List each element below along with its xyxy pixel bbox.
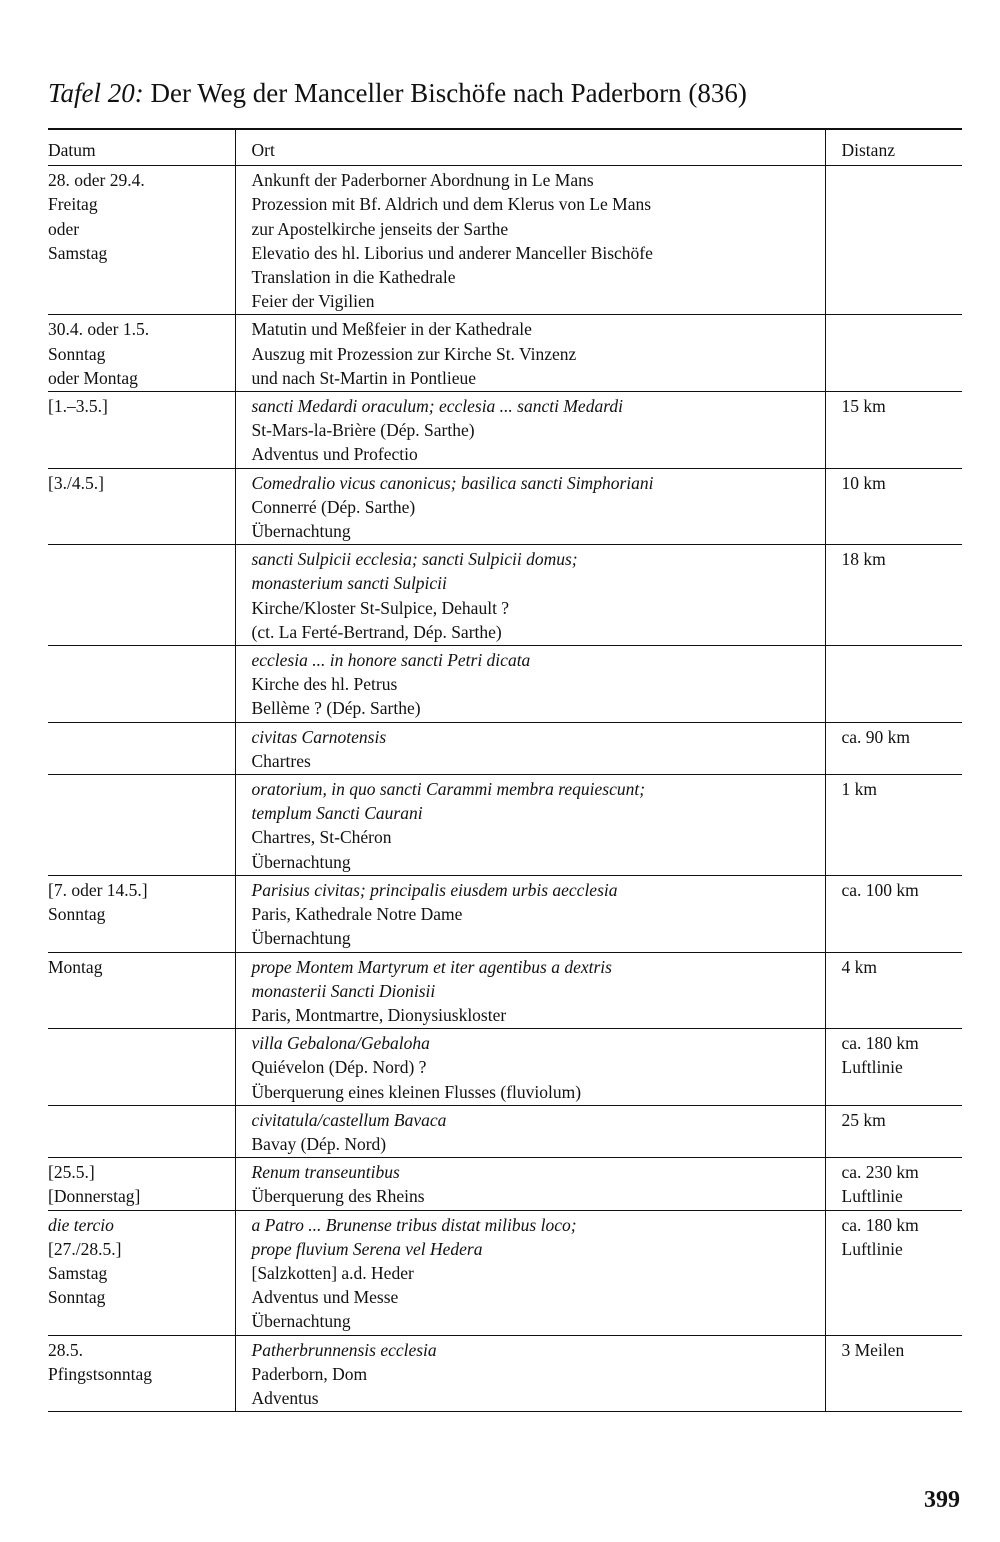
ort-line: Übernachtung [251, 521, 351, 542]
datum-line: die tercio [48, 1214, 114, 1235]
table-body [48, 166, 962, 1412]
datum-line: Samstag [48, 1262, 108, 1283]
ort-line: Renum transeuntibus [251, 1162, 400, 1183]
table-row [48, 545, 962, 646]
ort-line: Patherbrunnensis ecclesia [251, 1339, 437, 1360]
ort-line: Übernachtung [251, 1311, 351, 1332]
datum-cell [48, 775, 235, 876]
table-row [48, 315, 962, 392]
distanz-line: 18 km [841, 549, 886, 570]
datum-line: oder Montag [48, 367, 138, 388]
ort-line: monasterii Sancti Dionisii [251, 980, 436, 1001]
datum-line: 28.5. [48, 1339, 83, 1360]
ort-line: Kirche des hl. Petrus [251, 674, 398, 695]
table-row [48, 1335, 962, 1412]
datum-line: oder [48, 218, 80, 239]
distanz-cell [825, 545, 962, 646]
ort-line: Prozession mit Bf. Aldrich und dem Klerus von Le Mans [251, 194, 652, 215]
distanz-line: Luftlinie [841, 1186, 903, 1207]
ort-cell [235, 775, 825, 876]
ort-cell [235, 722, 825, 774]
table-row [48, 1029, 962, 1106]
ort-line: Translation in die Kathedrale [251, 267, 456, 288]
datum-cell [48, 1029, 235, 1106]
ort-line: ecclesia ... in honore sancti Petri dicata [251, 650, 531, 671]
table-row [48, 1210, 962, 1335]
ort-line: Adventus und Messe [251, 1287, 399, 1308]
ort-cell [235, 646, 825, 723]
ort-line: Kirche/Kloster St-Sulpice, Dehault ? [251, 597, 510, 618]
ort-line: Comedralio vicus canonicus; basilica sancti Simphoriani [251, 472, 654, 493]
distanz-cell [825, 1105, 962, 1157]
ort-line: prope Montem Martyrum et iter agentibus a dextris [251, 956, 612, 977]
header-datum: Datum [48, 129, 235, 166]
distanz-line: ca. 180 km [841, 1214, 919, 1235]
ort-line: Paris, Kathedrale Notre Dame [251, 904, 463, 925]
distanz-line: ca. 90 km [841, 726, 911, 747]
distanz-cell [825, 952, 962, 1029]
ort-line: Paris, Montmartre, Dionysiuskloster [251, 1004, 507, 1025]
ort-line: civitas Carnotensis [251, 726, 387, 747]
ort-cell [235, 952, 825, 1029]
ort-cell [235, 875, 825, 952]
ort-line: [Salzkotten] a.d. Heder [251, 1262, 414, 1283]
distanz-line: 1 km [841, 779, 877, 800]
ort-line: Adventus [251, 1387, 319, 1408]
datum-cell [48, 1105, 235, 1157]
header-ort: Ort [235, 129, 825, 166]
ort-line: templum Sancti Caurani [251, 803, 423, 824]
ort-line: und nach St-Martin in Pontlieue [251, 367, 477, 388]
ort-line: Matutin und Meßfeier in der Kathedrale [251, 319, 532, 340]
distanz-cell [825, 468, 962, 545]
distanz-line: Luftlinie [841, 1057, 903, 1078]
ort-line: (ct. La Ferté-Bertrand, Dép. Sarthe) [251, 621, 502, 642]
distanz-cell [825, 646, 962, 723]
ort-line: Auszug mit Prozession zur Kirche St. Vinzenz [251, 343, 577, 364]
distanz-cell [825, 1029, 962, 1106]
datum-cell [48, 646, 235, 723]
table-title-text: Der Weg der Manceller Bischöfe nach Paderborn (836) [143, 78, 747, 108]
datum-line: Sonntag [48, 904, 106, 925]
ort-cell [235, 1335, 825, 1412]
ort-cell [235, 1158, 825, 1210]
datum-cell [48, 166, 235, 315]
datum-line: [Donnerstag] [48, 1186, 141, 1207]
ort-line: Überquerung des Rheins [251, 1186, 425, 1207]
datum-line: 28. oder 29.4. [48, 170, 145, 191]
table-row [48, 468, 962, 545]
datum-line: [1.–3.5.] [48, 396, 108, 417]
table-row [48, 1158, 962, 1210]
ort-line: Ankunft der Paderborner Abordnung in Le Mans [251, 170, 594, 191]
distanz-cell [825, 1210, 962, 1335]
datum-line: Samstag [48, 242, 108, 263]
table-row [48, 1105, 962, 1157]
ort-line: Chartres [251, 750, 311, 771]
datum-cell [48, 1158, 235, 1210]
distanz-cell [825, 1335, 962, 1412]
distanz-line: 15 km [841, 396, 886, 417]
distanz-line: ca. 230 km [841, 1162, 919, 1183]
ort-line: Überquerung eines kleinen Flusses (fluviolum) [251, 1081, 582, 1102]
ort-line: Feier der Vigilien [251, 291, 375, 312]
ort-line: Übernachtung [251, 928, 351, 949]
table-row [48, 646, 962, 723]
ort-line: Bellème ? (Dép. Sarthe) [251, 698, 421, 719]
distanz-line: 10 km [841, 472, 886, 493]
ort-cell [235, 166, 825, 315]
ort-cell [235, 1210, 825, 1335]
ort-line: a Patro ... Brunense tribus distat milibus loco; [251, 1214, 577, 1235]
ort-line: Adventus und Profectio [251, 444, 418, 465]
ort-cell [235, 392, 825, 469]
ort-line: civitatula/castellum Bavaca [251, 1109, 447, 1130]
ort-line: zur Apostelkirche jenseits der Sarthe [251, 218, 509, 239]
ort-line: Quiévelon (Dép. Nord) ? [251, 1057, 427, 1078]
distanz-line: 4 km [841, 956, 877, 977]
distanz-line: Luftlinie [841, 1238, 903, 1259]
route-table [48, 128, 962, 1412]
table-row [48, 392, 962, 469]
ort-cell [235, 1105, 825, 1157]
datum-line: [3./4.5.] [48, 472, 104, 493]
header-row [48, 129, 962, 166]
datum-line: Montag [48, 956, 103, 977]
distanz-cell [825, 722, 962, 774]
distanz-line: 3 Meilen [841, 1339, 905, 1360]
ort-cell [235, 545, 825, 646]
ort-line: villa Gebalona/Gebaloha [251, 1033, 430, 1054]
datum-cell [48, 545, 235, 646]
datum-line: [25.5.] [48, 1162, 95, 1183]
datum-line: Sonntag [48, 343, 106, 364]
header-distanz: Distanz [825, 129, 962, 166]
datum-cell [48, 952, 235, 1029]
ort-line: sancti Sulpicii ecclesia; sancti Sulpicii domus; [251, 549, 578, 570]
datum-cell [48, 315, 235, 392]
ort-line: Übernachtung [251, 851, 351, 872]
ort-line: Bavay (Dép. Nord) [251, 1133, 387, 1154]
table-row [48, 952, 962, 1029]
datum-cell [48, 392, 235, 469]
distanz-cell [825, 775, 962, 876]
datum-cell [48, 468, 235, 545]
table-title [48, 78, 747, 109]
datum-line: [27./28.5.] [48, 1238, 122, 1259]
ort-line: Parisius civitas; principalis eiusdem urbis aecclesia [251, 879, 618, 900]
distanz-cell [825, 166, 962, 315]
ort-line: Elevatio des hl. Liborius und anderer Manceller Bischöfe [251, 242, 653, 263]
datum-cell [48, 722, 235, 774]
ort-cell [235, 315, 825, 392]
distanz-cell [825, 392, 962, 469]
table-title-label: Tafel 20: [48, 78, 144, 108]
datum-line: [7. oder 14.5.] [48, 879, 148, 900]
datum-cell [48, 1210, 235, 1335]
ort-line: Paderborn, Dom [251, 1363, 368, 1384]
ort-cell [235, 1029, 825, 1106]
datum-line: 30.4. oder 1.5. [48, 319, 150, 340]
distanz-cell [825, 315, 962, 392]
datum-cell [48, 875, 235, 952]
ort-line: Chartres, St-Chéron [251, 827, 392, 848]
distanz-cell [825, 1158, 962, 1210]
distanz-line: 25 km [841, 1109, 886, 1130]
table-row [48, 722, 962, 774]
ort-line: oratorium, in quo sancti Carammi membra requiescunt; [251, 779, 646, 800]
ort-line: Connerré (Dép. Sarthe) [251, 496, 416, 517]
datum-cell [48, 1335, 235, 1412]
datum-line: Sonntag [48, 1287, 106, 1308]
ort-line: monasterium sancti Sulpicii [251, 573, 447, 594]
ort-line: sancti Medardi oraculum; ecclesia ... sancti Medardi [251, 396, 623, 417]
distanz-line: ca. 100 km [841, 879, 919, 900]
page-number: 399 [924, 1487, 960, 1513]
ort-line: prope fluvium Serena vel Hedera [251, 1238, 483, 1259]
table-row [48, 875, 962, 952]
distanz-line: ca. 180 km [841, 1033, 919, 1054]
table-row [48, 775, 962, 876]
datum-line: Freitag [48, 194, 98, 215]
distanz-cell [825, 875, 962, 952]
datum-line: Pfingstsonntag [48, 1363, 153, 1384]
ort-line: St-Mars-la-Brière (Dép. Sarthe) [251, 420, 475, 441]
ort-cell [235, 468, 825, 545]
table-row [48, 166, 962, 315]
